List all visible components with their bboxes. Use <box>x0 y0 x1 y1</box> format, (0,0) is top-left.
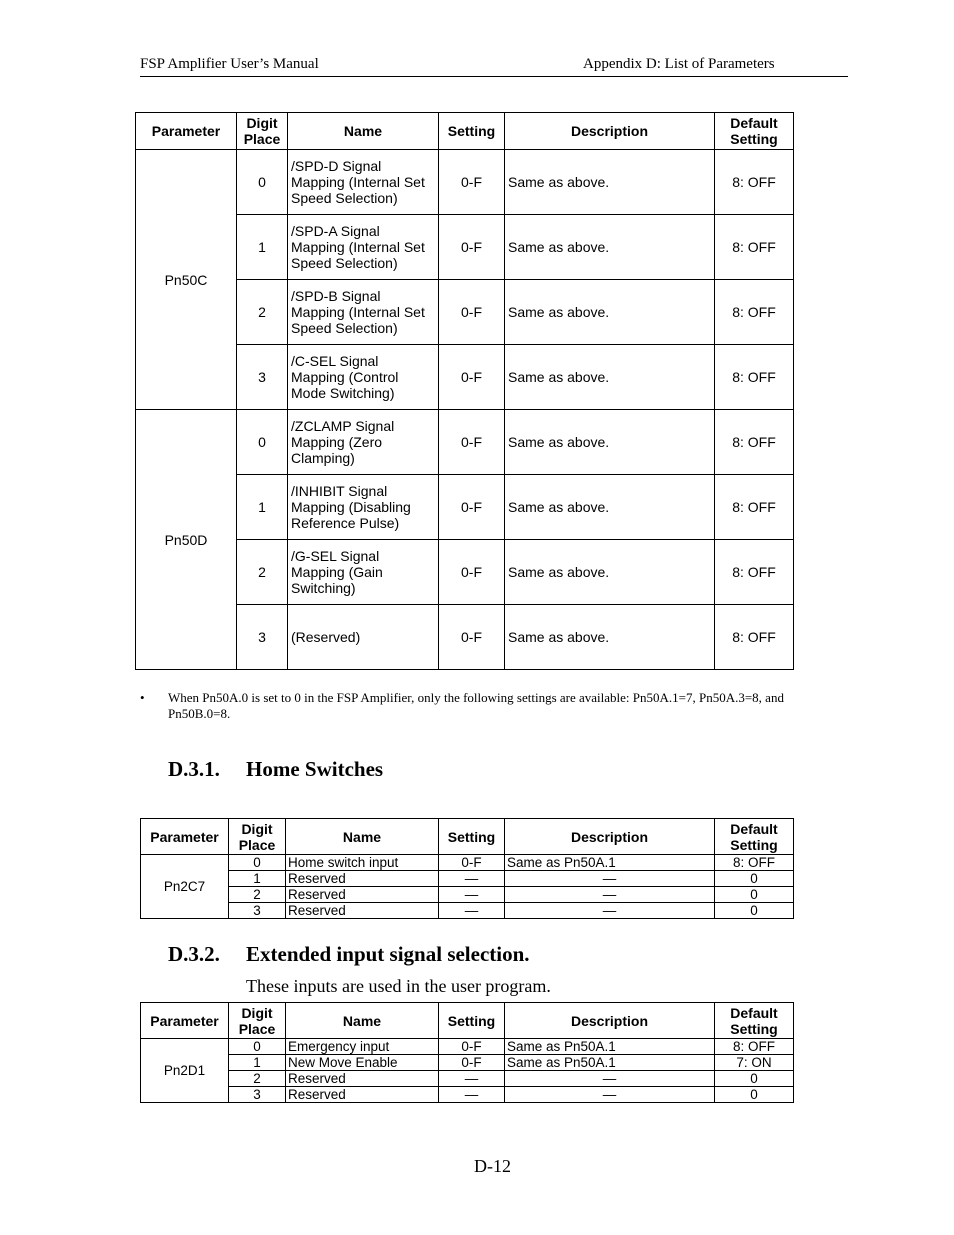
setting-cell: — <box>439 903 505 919</box>
name-cell: /SPD-A Signal Mapping (Internal Set Speed Selection) <box>288 215 439 280</box>
digit-cell: 3 <box>229 1087 286 1103</box>
digit-cell: 3 <box>237 345 288 410</box>
setting-cell: 0-F <box>439 345 505 410</box>
name-cell: /INHIBIT Signal Mapping (Disabling Reference Pulse) <box>288 475 439 540</box>
setting-cell: 0-F <box>439 410 505 475</box>
col-digit-place: Digit Place <box>229 1003 286 1039</box>
table-row <box>141 1087 794 1103</box>
table-row <box>141 1039 794 1055</box>
digit-cell: 1 <box>237 215 288 280</box>
col-default-setting: Default Setting <box>715 113 794 150</box>
description-cell: Same as above. <box>505 280 715 345</box>
name-cell: Reserved <box>286 903 439 919</box>
parameter-cell: Pn50C <box>136 150 237 410</box>
setting-cell: 0-F <box>439 280 505 345</box>
col-parameter: Parameter <box>136 113 237 150</box>
default-cell: 8: OFF <box>715 215 794 280</box>
col-name: Name <box>286 819 439 855</box>
name-cell: Reserved <box>286 871 439 887</box>
table-row <box>136 150 794 215</box>
digit-cell: 1 <box>237 475 288 540</box>
name-cell: Home switch input <box>286 855 439 871</box>
digit-cell: 2 <box>229 887 286 903</box>
description-cell: Same as Pn50A.1 <box>505 855 715 871</box>
setting-cell: 0-F <box>439 1039 505 1055</box>
description-cell: — <box>505 1087 715 1103</box>
col-setting: Setting <box>439 1003 505 1039</box>
default-cell: 0 <box>715 887 794 903</box>
col-parameter: Parameter <box>141 1003 229 1039</box>
setting-cell: — <box>439 1087 505 1103</box>
name-cell: Emergency input <box>286 1039 439 1055</box>
section-number: D.3.1. <box>168 757 220 781</box>
col-setting: Setting <box>439 819 505 855</box>
col-setting: Setting <box>439 113 505 150</box>
default-cell: 8: OFF <box>715 150 794 215</box>
description-cell: — <box>505 1071 715 1087</box>
name-cell: /G-SEL Signal Mapping (Gain Switching) <box>288 540 439 605</box>
description-cell: — <box>505 887 715 903</box>
description-cell: Same as Pn50A.1 <box>505 1039 715 1055</box>
col-default-setting: Default Setting <box>715 1003 794 1039</box>
setting-cell: 0-F <box>439 215 505 280</box>
parameter-cell: Pn2C7 <box>141 855 229 919</box>
col-name: Name <box>286 1003 439 1039</box>
default-cell: 0 <box>715 1071 794 1087</box>
section-number: D.3.2. <box>168 942 220 966</box>
default-cell: 8: OFF <box>715 475 794 540</box>
digit-cell: 1 <box>229 871 286 887</box>
description-cell: Same as above. <box>505 345 715 410</box>
default-cell: 0 <box>715 871 794 887</box>
name-cell: Reserved <box>286 887 439 903</box>
header-manual-title: FSP Amplifier User’s Manual <box>140 56 319 72</box>
digit-cell: 0 <box>229 1039 286 1055</box>
header-appendix-title: Appendix D: List of Parameters <box>583 56 775 72</box>
digit-cell: 2 <box>237 540 288 605</box>
digit-cell: 2 <box>237 280 288 345</box>
bullet-icon: • <box>140 690 145 705</box>
section-title: Extended input signal selection. <box>246 942 530 966</box>
setting-cell: 0-F <box>439 605 505 670</box>
setting-cell: 0-F <box>439 855 505 871</box>
table-header-row <box>141 1003 794 1039</box>
table-row <box>141 887 794 903</box>
digit-cell: 0 <box>229 855 286 871</box>
default-cell: 8: OFF <box>715 855 794 871</box>
setting-cell: 0-F <box>439 1055 505 1071</box>
description-cell: — <box>505 871 715 887</box>
description-cell: Same as above. <box>505 150 715 215</box>
name-cell: Reserved <box>286 1071 439 1087</box>
setting-cell: 0-F <box>439 150 505 215</box>
digit-cell: 1 <box>229 1055 286 1071</box>
default-cell: 8: OFF <box>715 540 794 605</box>
parameter-table-pn2c7 <box>140 818 794 919</box>
col-default-setting: Default Setting <box>715 819 794 855</box>
name-cell: /ZCLAMP Signal Mapping (Zero Clamping) <box>288 410 439 475</box>
setting-cell: — <box>439 887 505 903</box>
digit-cell: 2 <box>229 1071 286 1087</box>
name-cell: /C-SEL Signal Mapping (Control Mode Switching) <box>288 345 439 410</box>
description-cell: Same as above. <box>505 605 715 670</box>
default-cell: 0 <box>715 903 794 919</box>
description-cell: Same as Pn50A.1 <box>505 1055 715 1071</box>
footnote-text: When Pn50A.0 is set to 0 in the FSP Amplifier, only the following settings are available: Pn50A.1=7, Pn50A.3=8, and Pn50B.0=8. <box>168 690 784 721</box>
name-cell: Reserved <box>286 1087 439 1103</box>
default-cell: 0 <box>715 1087 794 1103</box>
setting-cell: — <box>439 1071 505 1087</box>
parameter-table-pn2d1 <box>140 1002 794 1103</box>
table-row <box>141 871 794 887</box>
setting-cell: — <box>439 871 505 887</box>
col-digit-place: Digit Place <box>229 819 286 855</box>
digit-cell: 0 <box>237 150 288 215</box>
table-row <box>141 1055 794 1071</box>
name-cell: /SPD-B Signal Mapping (Internal Set Speed Selection) <box>288 280 439 345</box>
table-row <box>141 855 794 871</box>
parameter-cell: Pn2D1 <box>141 1039 229 1103</box>
col-description: Description <box>505 113 715 150</box>
description-cell: Same as above. <box>505 410 715 475</box>
digit-cell: 3 <box>229 903 286 919</box>
description-cell: Same as above. <box>505 540 715 605</box>
table-row <box>141 1071 794 1087</box>
parameter-table-pn50c-pn50d <box>135 112 794 670</box>
description-cell: Same as above. <box>505 215 715 280</box>
page-header <box>140 56 848 77</box>
section-intro-text: These inputs are used in the user program. <box>246 976 551 996</box>
default-cell: 7: ON <box>715 1055 794 1071</box>
description-cell: — <box>505 903 715 919</box>
default-cell: 8: OFF <box>715 605 794 670</box>
table-row <box>136 410 794 475</box>
col-digit-place: Digit Place <box>237 113 288 150</box>
col-parameter: Parameter <box>141 819 229 855</box>
default-cell: 8: OFF <box>715 280 794 345</box>
col-description: Description <box>505 819 715 855</box>
col-description: Description <box>505 1003 715 1039</box>
default-cell: 8: OFF <box>715 345 794 410</box>
table-header-row <box>136 113 794 150</box>
name-cell: (Reserved) <box>288 605 439 670</box>
digit-cell: 0 <box>237 410 288 475</box>
default-cell: 8: OFF <box>715 1039 794 1055</box>
description-cell: Same as above. <box>505 475 715 540</box>
table-header-row <box>141 819 794 855</box>
setting-cell: 0-F <box>439 540 505 605</box>
col-name: Name <box>288 113 439 150</box>
name-cell: New Move Enable <box>286 1055 439 1071</box>
name-cell: /SPD-D Signal Mapping (Internal Set Speed Selection) <box>288 150 439 215</box>
parameter-cell: Pn50D <box>136 410 237 670</box>
default-cell: 8: OFF <box>715 410 794 475</box>
table-row <box>141 903 794 919</box>
setting-cell: 0-F <box>439 475 505 540</box>
page-number: D-12 <box>474 1156 511 1176</box>
digit-cell: 3 <box>237 605 288 670</box>
section-title: Home Switches <box>246 757 384 781</box>
